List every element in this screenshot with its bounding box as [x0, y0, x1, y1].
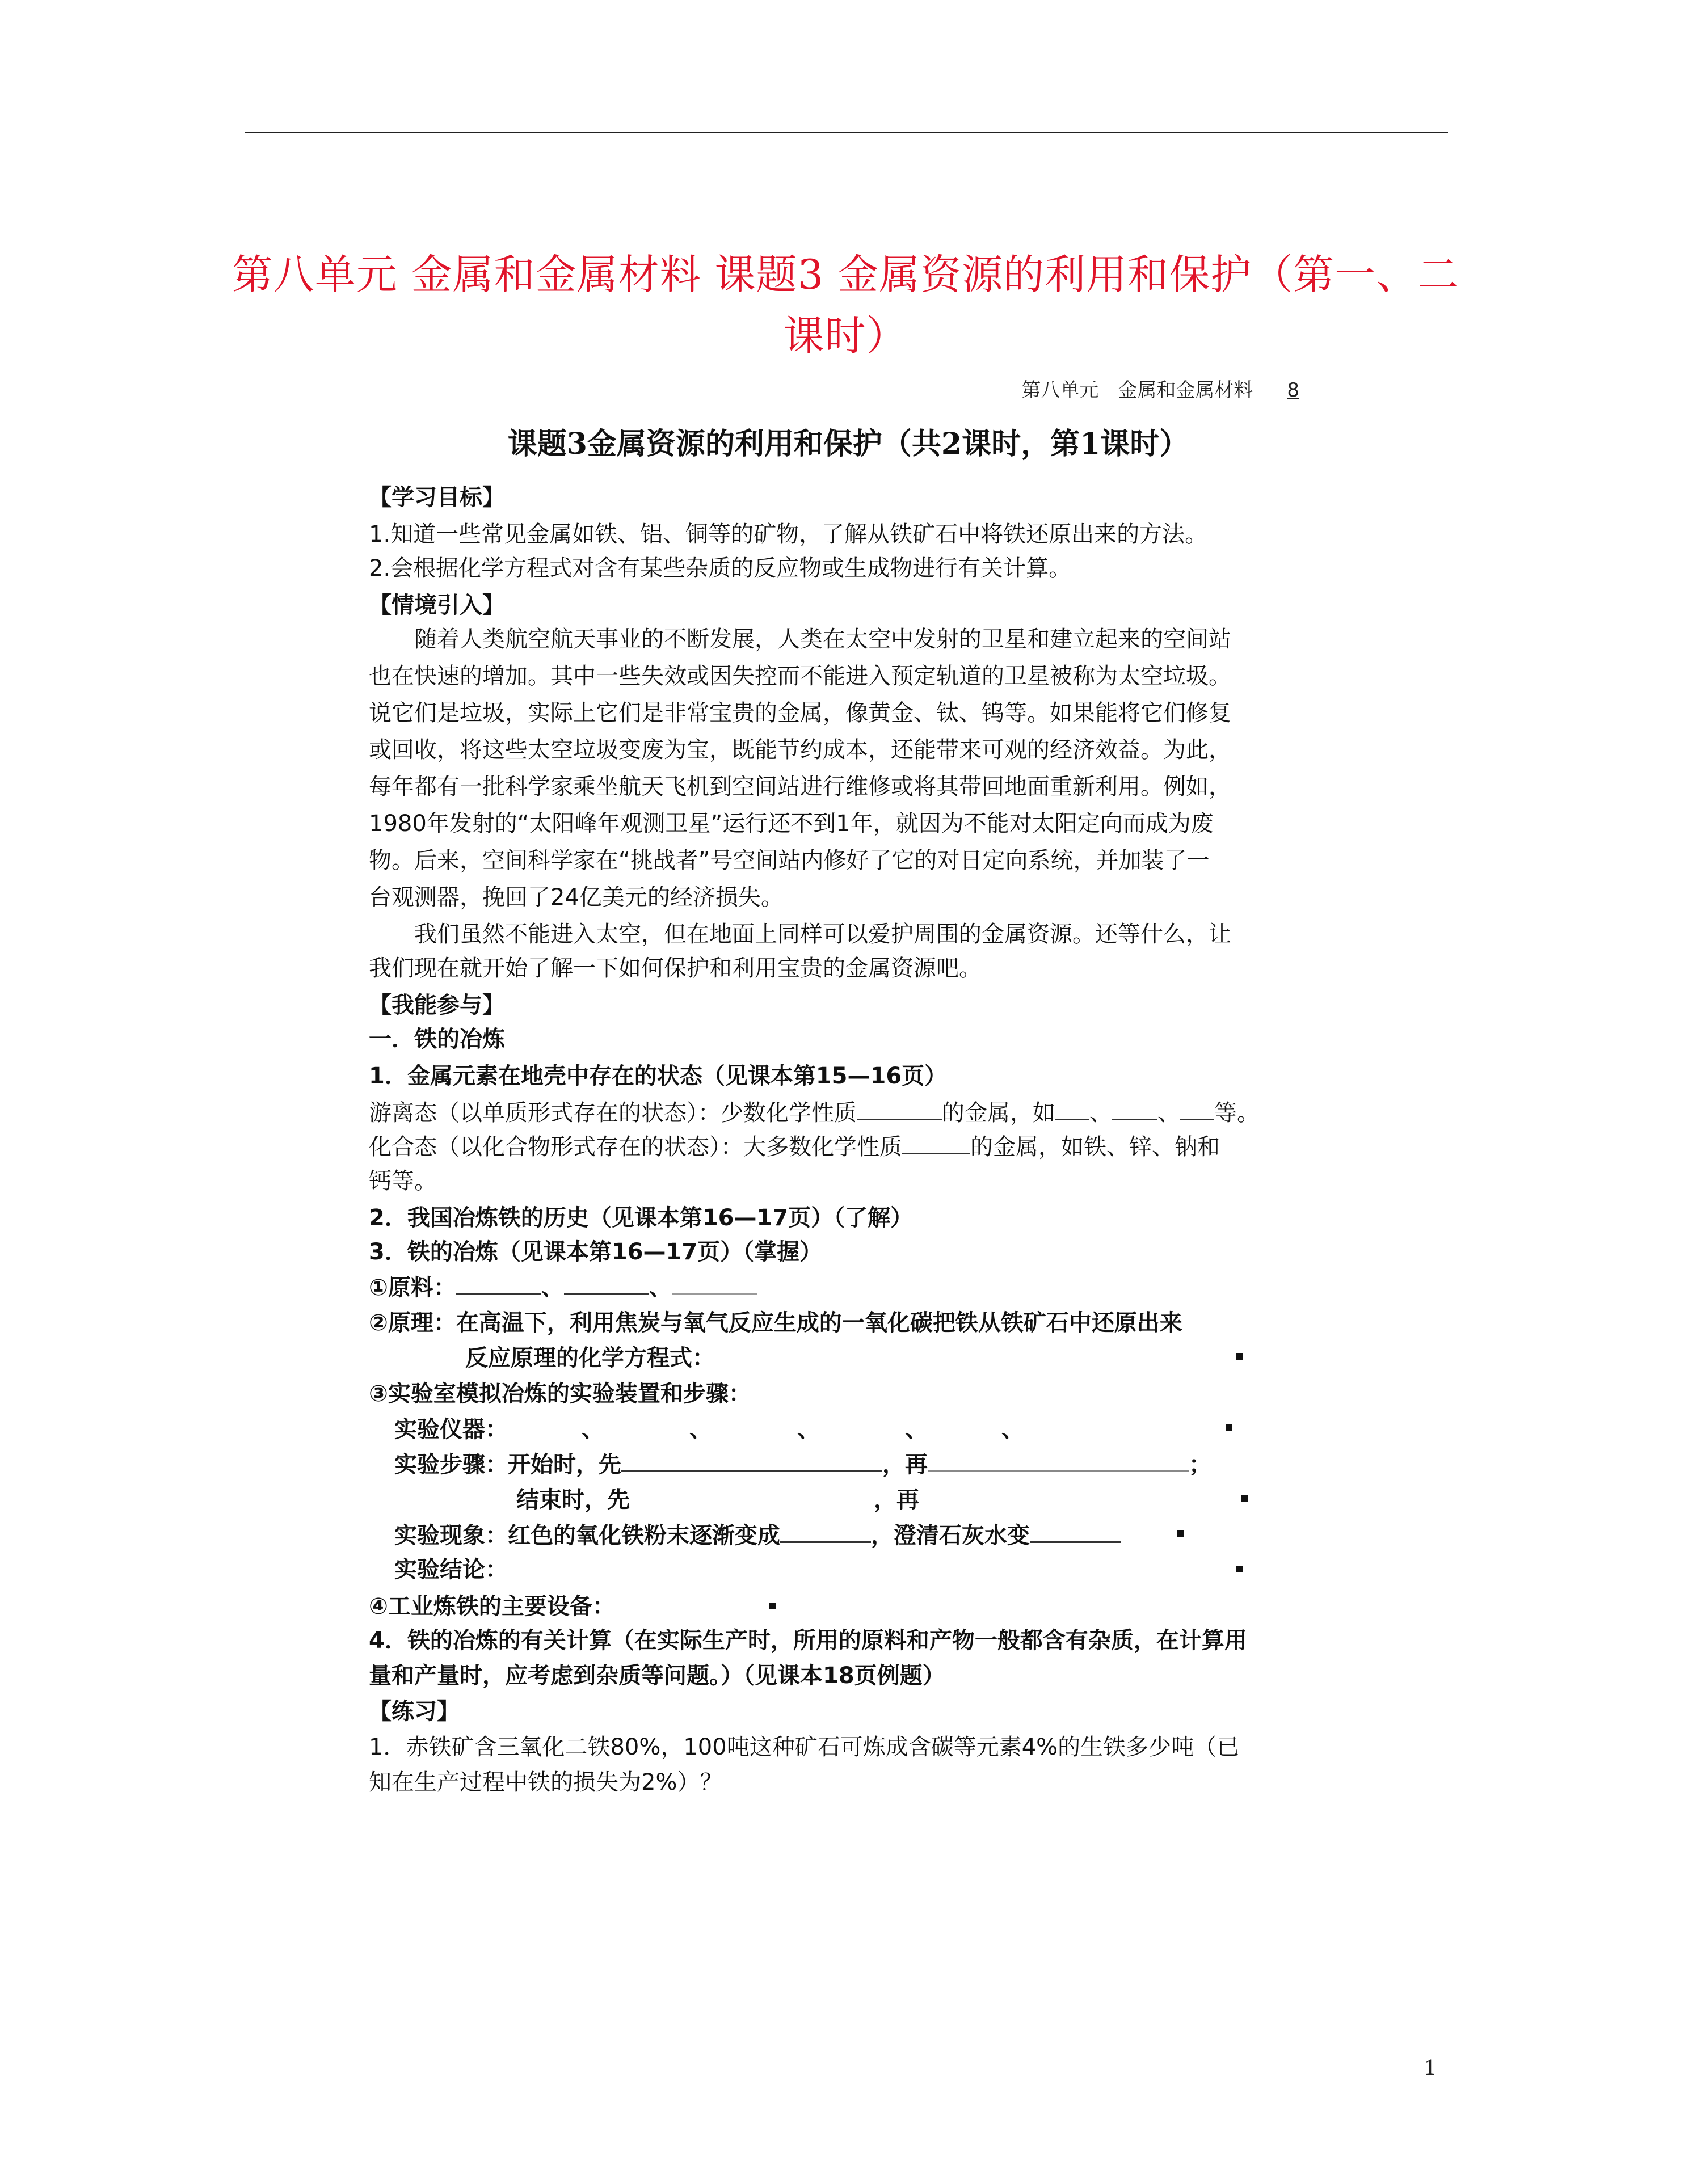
scanned-worksheet [369, 363, 1328, 1815]
intro-line: 我们现在就开始了解一下如何保护和利用宝贵的金属资源吧。 [369, 955, 982, 981]
intro-line: 或回收，将这些太空垃圾变废为宝，既能节约成本，还能带来可观的经济效益。为此， [369, 737, 1231, 763]
running-head [1021, 374, 1299, 402]
intro-line: 也在快速的增加。其中一些失效或因失控而不能进入预定轨道的卫星被称为太空垃圾。 [369, 663, 1231, 689]
subsection-2: 2．我国冶炼铁的历史（见课本第16—17页）（了解） [369, 1205, 914, 1231]
separator: ； [1189, 1452, 1211, 1478]
period-mark [1226, 1424, 1232, 1431]
goal-2: 2.会根据化学方程式对含有某些杂质的反应物或生成物进行有关计算。 [369, 555, 1072, 581]
period-mark [1177, 1530, 1184, 1537]
blank [1030, 1521, 1121, 1543]
separator: 、 [582, 1416, 593, 1443]
blank [1112, 1098, 1157, 1120]
intro-line: 1980年发射的“太阳峰年观测卫星”运行还不到1年，就因为不能对太阳定向而成为废 [369, 811, 1214, 837]
question-1-line-1: 1．赤铁矿含三氧化二铁80%，100吨这种矿石可炼成含碳等元素4%的生铁多少吨（已 [369, 1734, 1240, 1760]
separator: 、 [541, 1275, 564, 1301]
free-state-text: 的金属，如 [942, 1100, 1055, 1126]
period-mark [1236, 1566, 1243, 1572]
blank [857, 1098, 942, 1120]
blank [564, 1273, 649, 1295]
period-mark [1241, 1495, 1248, 1502]
free-state-text: 等。 [1214, 1100, 1260, 1126]
raw-materials-label: ①原料： [369, 1275, 456, 1301]
separator: 、 [797, 1416, 809, 1443]
calculation-line-1: 4．铁的冶炼的有关计算（在实际生产时，所用的原料和产物一般都含有杂质，在计算用 [369, 1628, 1247, 1654]
combined-state-cont: 钙等。 [369, 1168, 437, 1194]
end-steps-line [516, 1482, 1475, 1514]
combined-state-line [369, 1129, 1328, 1161]
subsection-3: 3．铁的冶炼（见课本第16—17页）（掌握） [369, 1239, 823, 1265]
equipment-line: ④工业炼铁的主要设备： [369, 1593, 615, 1620]
combined-state-text: 的金属，如铁、锌、钠和 [970, 1134, 1220, 1160]
participate-heading: 【我能参与】 [369, 992, 505, 1018]
intro-line: 说它们是垃圾，实际上它们是非常宝贵的金属，像黄金、钛、钨等。如果能将它们修复 [369, 700, 1231, 726]
free-state-text: 、 [1089, 1100, 1112, 1126]
lab-heading: ③实验室模拟冶炼的实验装置和步骤： [369, 1381, 751, 1407]
intro-line: 每年都有一批科学家乘坐航天飞机到空间站进行维修或将其带回地面重新利用。例如， [369, 774, 1231, 800]
separator: 、 [649, 1275, 672, 1301]
subsection-1: 1．金属元素在地壳中存在的状态（见课本第15—16页） [369, 1063, 948, 1089]
period-mark [1236, 1353, 1243, 1360]
blank [902, 1132, 970, 1154]
intro-line: 随着人类航空航天事业的不断发展，人类在太空中发射的卫星和建立起来的空间站 [414, 626, 1231, 652]
equation-line: 反应原理的化学方程式： [465, 1345, 715, 1371]
blank [672, 1273, 757, 1295]
lesson-title: 课题3金属资源的利用和保护（共2课时，第1课时） [507, 427, 1189, 461]
steps-line [394, 1447, 1353, 1479]
raw-materials-line [369, 1270, 1328, 1302]
blank [780, 1521, 871, 1543]
running-head-text: 第八单元 金属和金属材料 [1021, 379, 1253, 402]
observation-text: ，澄清石灰水变 [871, 1523, 1030, 1549]
intro-line: 我们虽然不能进入太空，但在地面上同样可以爱护周围的金属资源。还等什么，让 [414, 921, 1231, 947]
separator: 、 [689, 1416, 701, 1443]
free-state-text: 游离态（以单质形式存在的状态）：少数化学性质 [369, 1100, 857, 1126]
intro-line: 台观测器，挽回了24亿美元的经济损失。 [369, 884, 784, 910]
conclusion-line: 实验结论： [394, 1557, 508, 1583]
document-title [227, 244, 1464, 366]
header-rule [245, 132, 1448, 133]
section-iron-smelting: 一．铁的冶炼 [369, 1026, 505, 1052]
instruments-line [394, 1411, 1353, 1444]
observation-text: 实验现象：红色的氧化铁粉末逐渐变成 [394, 1523, 780, 1549]
free-state-text: 、 [1157, 1100, 1180, 1126]
instruments-label: 实验仪器： [394, 1416, 496, 1443]
question-1-line-2: 知在生产过程中铁的损失为2%）？ [369, 1769, 723, 1795]
blank [1055, 1098, 1089, 1120]
page-number: 1 [1424, 2054, 1436, 2080]
goals-heading: 【学习目标】 [369, 484, 505, 511]
document-title-line2: 课时） [783, 312, 908, 360]
blank [928, 1450, 1189, 1472]
combined-state-text: 化合态（以化合物形式存在的状态）：大多数化学性质 [369, 1134, 902, 1160]
intro-heading: 【情境引入】 [369, 592, 505, 618]
blank [1180, 1098, 1214, 1120]
goal-1: 1.知道一些常见金属如铁、铝、铜等的矿物，了解从铁矿石中将铁还原出来的方法。 [369, 521, 1208, 547]
then-text: ，再 [874, 1487, 919, 1513]
calculation-line-2: 量和产量时，应考虑到杂质等问题。）（见课本18页例题） [369, 1663, 945, 1689]
running-head-page: 8 [1287, 379, 1299, 402]
blank [621, 1450, 882, 1472]
separator: 、 [905, 1416, 916, 1443]
free-state-line [369, 1095, 1328, 1127]
steps-label: 实验步骤：开始时，先 [394, 1452, 621, 1478]
document-title-line1: 第八单元 金属和金属材料 课题3 金属资源的利用和保护（第一、二 [231, 251, 1459, 298]
separator: 、 [1001, 1416, 1024, 1443]
observation-line [394, 1517, 1353, 1550]
practice-heading: 【练习】 [369, 1698, 460, 1725]
end-label: 结束时，先 [516, 1487, 630, 1513]
then-text: ，再 [882, 1452, 928, 1478]
principle-line: ②原理：在高温下，利用焦炭与氧气反应生成的一氧化碳把铁从铁矿石中还原出来 [369, 1310, 1182, 1336]
intro-line: 物。后来，空间科学家在“挑战者”号空间站内修好了它的对日定向系统，并加装了一 [369, 848, 1210, 874]
blank [456, 1273, 541, 1295]
period-mark [769, 1603, 776, 1609]
